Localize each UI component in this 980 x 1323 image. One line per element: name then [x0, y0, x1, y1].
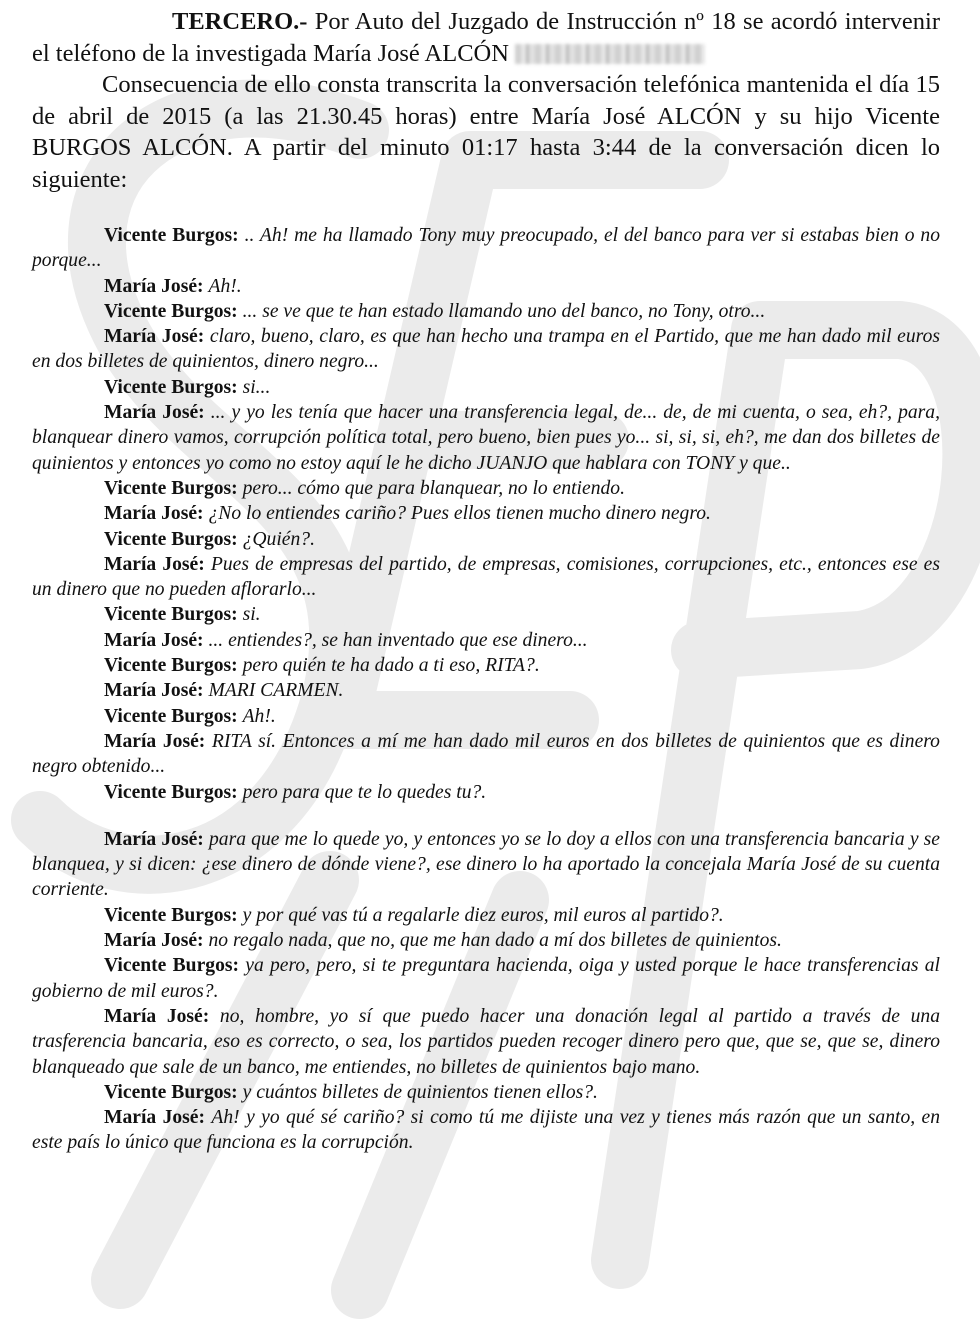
- speaker-name: María José:: [104, 275, 204, 297]
- transcript-line: [32, 903, 940, 928]
- transcript-line: [32, 928, 940, 953]
- transcript-line: [32, 375, 940, 400]
- spoken-text: si.: [242, 604, 261, 626]
- transcript-line: [32, 628, 940, 653]
- redacted-id: [515, 44, 705, 64]
- speaker-name: Vicente Burgos:: [104, 1081, 238, 1103]
- spoken-text: no, hombre, yo sí que puedo hacer una donación legal al partido a través de una trasferencia bancaria, eso es correcto, o sea, los partidos pueden recoger dinero pero que, que se, que se, dinero blanqueado que sale de un banco, me entiendes, no billetes de quinientos bajo mano.: [32, 1005, 940, 1078]
- transcript-line: [32, 729, 940, 780]
- speaker-name: María José:: [104, 503, 204, 525]
- speaker-name: María José:: [104, 680, 204, 702]
- section-heading: TERCERO.-: [172, 8, 308, 35]
- speaker-name: Vicente Burgos:: [104, 477, 238, 499]
- intro-paragraph-1-text: Por Auto del Juzgado de Instrucción nº 18 se acordó intervenir el teléfono de la investigada María José ALCÓN: [32, 8, 941, 67]
- speaker-name: María José:: [104, 730, 206, 752]
- spoken-text: ¿No lo entiendes cariño? Pues ellos tienen mucho dinero negro.: [208, 503, 711, 525]
- transcript-line: [32, 1105, 940, 1156]
- transcript-line: [32, 324, 940, 375]
- transcript-line: [32, 552, 940, 603]
- spoken-text: MARI CARMEN.: [208, 680, 344, 702]
- transcript-line: [32, 527, 940, 552]
- spoken-text: claro, bueno, claro, es que han hecho una trampa en el Partido, que me han dado mil euros en dos billetes de quinientos, dinero negro...: [32, 326, 940, 373]
- speaker-name: Vicente Burgos:: [104, 705, 238, 727]
- transcript-line: [32, 1080, 940, 1105]
- speaker-name: Vicente Burgos:: [104, 300, 238, 322]
- spoken-text: Ah!.: [208, 275, 242, 297]
- speaker-name: María José:: [104, 402, 205, 424]
- spoken-text: no regalo nada, que no, que me han dado a mí dos billetes de quinientos.: [208, 930, 782, 952]
- speaker-name: Vicente Burgos:: [104, 528, 238, 550]
- spoken-text: pero quién te ha dado a ti eso, RITA?.: [242, 655, 540, 677]
- transcript-line: [32, 704, 940, 729]
- transcript-line: [32, 299, 940, 324]
- spoken-text: ... entiendes?, se han inventado que ese dinero...: [208, 629, 588, 651]
- spoken-text: y cuántos billetes de quinientos tienen ellos?.: [242, 1081, 598, 1103]
- spoken-text: .. Ah! me ha llamado Tony muy preocupado, el del banco para ver si estabas bien o no porque...: [32, 225, 940, 272]
- speaker-name: Vicente Burgos:: [104, 781, 238, 803]
- transcript-line: [32, 501, 940, 526]
- transcript-line: [32, 400, 940, 476]
- spoken-text: Ah! y yo qué sé cariño? si como tú me dijiste una vez y tienes más razón que un santo, en este país lo único que funciona es la corrupción.: [32, 1107, 941, 1154]
- spoken-text: ... y yo les tenía que hacer una transferencia legal, de... de, de mi cuenta, o sea, eh?, para, blanquear dinero vamos, corrupción política total, pero bueno, bien pues yo... si, si, si, eh?, me dan dos billetes de quinientos y entonces yo como no estoy aquí le he dicho JUANJO que hablara con TONY y que..: [32, 402, 940, 474]
- transcript-line: [32, 827, 940, 903]
- spoken-text: RITA sí. Entonces a mí me han dado mil euros en dos billetes de quinientos que es dinero negro obtenido...: [32, 730, 940, 778]
- transcript-line: [32, 223, 940, 274]
- speaker-name: Vicente Burgos:: [104, 376, 238, 398]
- speaker-name: María José:: [104, 930, 204, 952]
- transcript-line: [32, 653, 940, 678]
- speaker-name: Vicente Burgos:: [104, 655, 238, 677]
- document-page: [32, 6, 940, 1156]
- spoken-text: ¿Quién?.: [242, 528, 315, 550]
- speaker-name: María José:: [104, 828, 204, 850]
- transcript-line: [32, 602, 940, 627]
- intro-paragraph-2-text: Consecuencia de ello consta transcrita la conversación telefónica mantenida el día 15 de abril de 2015 (a las 21.30.45 horas) entre María José ALCÓN y su hijo Vicente BURGOS ALCÓN. A partir del minuto 01:17 hasta 3:44 de la conversación dicen lo siguiente:: [32, 71, 940, 193]
- transcript-line: [32, 780, 940, 805]
- speaker-name: María José:: [104, 326, 205, 348]
- transcript: [32, 223, 940, 1156]
- intro-paragraph-2: [32, 69, 940, 195]
- transcript-line: [32, 1004, 940, 1080]
- speaker-name: María José:: [104, 629, 204, 651]
- spoken-text: y por qué vas tú a regalarle diez euros, mil euros al partido?.: [242, 904, 724, 926]
- spoken-text: ... se ve que te han estado llamando uno del banco, no Tony, otro...: [242, 300, 766, 322]
- transcript-line: [32, 953, 940, 1004]
- speaker-name: Vicente Burgos:: [104, 604, 238, 626]
- transcript-line: [32, 274, 940, 299]
- speaker-name: Vicente Burgos:: [104, 225, 239, 246]
- speaker-name: Vicente Burgos:: [104, 904, 238, 926]
- spoken-text: Ah!.: [242, 705, 276, 727]
- transcript-line: [32, 476, 940, 501]
- spoken-text: si...: [242, 376, 271, 398]
- intro-paragraph-1: [32, 6, 940, 69]
- spoken-text: para que me lo quede yo, y entonces yo se lo doy a ellos con una transferencia bancaria y se blanquea, y si dicen: ¿ese dinero de dónde viene?, ese dinero lo ha aportado la concejala María José de su cuenta corriente.: [32, 828, 940, 901]
- speaker-name: Vicente Burgos:: [104, 955, 240, 977]
- spoken-text: Pues de empresas del partido, de empresas, comisiones, corrupciones, etc., entonces ese es un dinero que no pueden aflorarlo...: [32, 553, 940, 601]
- speaker-name: María José:: [104, 1005, 210, 1027]
- transcript-line: [32, 678, 940, 703]
- spoken-text: ya pero, pero, si te preguntara hacienda, oiga y usted porque le hace transferencias al gobierno de mil euros?.: [32, 955, 940, 1002]
- spoken-text: pero... cómo que para blanquear, no lo entiendo.: [242, 477, 625, 499]
- speaker-name: María José:: [104, 553, 205, 575]
- spoken-text: pero para que te lo quedes tu?.: [242, 781, 487, 803]
- speaker-name: María José:: [104, 1107, 206, 1129]
